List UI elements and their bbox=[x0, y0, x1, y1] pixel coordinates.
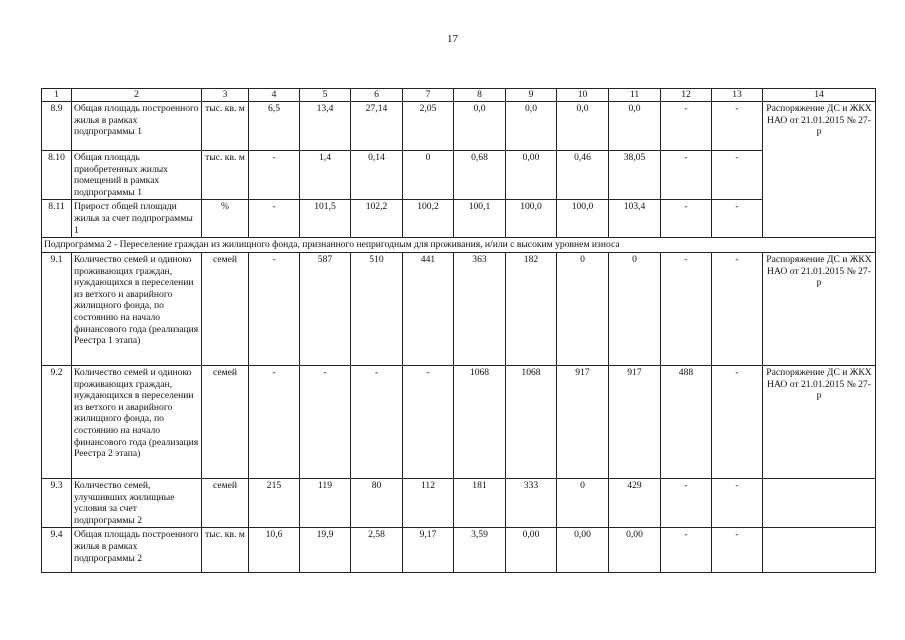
value-cell: - bbox=[712, 478, 763, 527]
value-cell: 0 bbox=[557, 252, 609, 365]
page-number: 17 bbox=[447, 33, 458, 45]
value-cell: 0,46 bbox=[557, 151, 609, 200]
column-header: 4 bbox=[249, 89, 300, 102]
value-cell: 100,0 bbox=[557, 200, 609, 238]
row-number: 8.10 bbox=[42, 151, 72, 200]
value-cell: - bbox=[712, 365, 763, 478]
value-cell: 2,58 bbox=[351, 528, 403, 573]
value-cell: 0,0 bbox=[609, 102, 661, 151]
source-note bbox=[763, 478, 876, 527]
table-row bbox=[42, 151, 876, 200]
row-number: 9.1 bbox=[42, 252, 72, 365]
column-header: 7 bbox=[403, 89, 454, 102]
indicator-name: Общая площадь построенного жилья в рамках подпрограммы 2 bbox=[72, 528, 202, 573]
unit-cell: семей bbox=[202, 365, 249, 478]
value-cell: - bbox=[249, 365, 300, 478]
column-header: 10 bbox=[557, 89, 609, 102]
table-row bbox=[42, 365, 876, 478]
table-row bbox=[42, 528, 876, 573]
table-row bbox=[42, 200, 876, 238]
source-note: Распоряжение ДС и ЖКХ НАО от 21.01.2015 № 27-р bbox=[763, 102, 876, 238]
value-cell: 101,5 bbox=[300, 200, 351, 238]
value-cell: 119 bbox=[300, 478, 351, 527]
value-cell: - bbox=[351, 365, 403, 478]
value-cell: 0,14 bbox=[351, 151, 403, 200]
column-header: 11 bbox=[609, 89, 661, 102]
header-row bbox=[42, 89, 876, 102]
source-note: Распоряжение ДС и ЖКХ НАО от 21.01.2015 № 27-р bbox=[763, 365, 876, 478]
value-cell: - bbox=[249, 200, 300, 238]
value-cell: 587 bbox=[300, 252, 351, 365]
column-header: 5 bbox=[300, 89, 351, 102]
value-cell: 0,0 bbox=[506, 102, 557, 151]
value-cell: 3,59 bbox=[454, 528, 506, 573]
unit-cell: % bbox=[202, 200, 249, 238]
value-cell: 0 bbox=[403, 151, 454, 200]
value-cell: 0,00 bbox=[506, 151, 557, 200]
value-cell: - bbox=[712, 200, 763, 238]
value-cell: 488 bbox=[661, 365, 712, 478]
indicator-name: Количество семей, улучшивших жилищные условия за счет подпрограммы 2 bbox=[72, 478, 202, 527]
value-cell: 100,0 bbox=[506, 200, 557, 238]
value-cell: 9,17 bbox=[403, 528, 454, 573]
row-number: 9.4 bbox=[42, 528, 72, 573]
value-cell: 19,9 bbox=[300, 528, 351, 573]
unit-cell: тыс. кв. м bbox=[202, 151, 249, 200]
column-header: 14 bbox=[763, 89, 876, 102]
indicator-name: Общая площадь приобретенных жилых помещений в рамках подпрограммы 1 bbox=[72, 151, 202, 200]
table-row bbox=[42, 478, 876, 527]
value-cell: 181 bbox=[454, 478, 506, 527]
source-note bbox=[763, 528, 876, 573]
value-cell: 0,00 bbox=[609, 528, 661, 573]
subprogram-title: Подпрограмма 2 - Переселение граждан из жилищного фонда, признанного непригодным для проживания, и/или с высоким уровнем износа bbox=[42, 238, 876, 253]
value-cell: - bbox=[661, 528, 712, 573]
unit-cell: семей bbox=[202, 252, 249, 365]
value-cell: 10,6 bbox=[249, 528, 300, 573]
value-cell: 2,05 bbox=[403, 102, 454, 151]
indicators-table bbox=[41, 88, 876, 573]
value-cell: 0,00 bbox=[557, 528, 609, 573]
value-cell: 38,05 bbox=[609, 151, 661, 200]
unit-cell: тыс. кв. м bbox=[202, 102, 249, 151]
indicator-name: Прирост общей площади жилья за счет подпрограммы 1 bbox=[72, 200, 202, 238]
row-number: 8.11 bbox=[42, 200, 72, 238]
value-cell: 112 bbox=[403, 478, 454, 527]
indicator-name: Общая площадь построенного жилья в рамках подпрограммы 1 bbox=[72, 102, 202, 151]
value-cell: - bbox=[661, 200, 712, 238]
value-cell: 215 bbox=[249, 478, 300, 527]
value-cell: - bbox=[661, 151, 712, 200]
value-cell: 100,1 bbox=[454, 200, 506, 238]
value-cell: - bbox=[712, 252, 763, 365]
value-cell: 0,68 bbox=[454, 151, 506, 200]
value-cell: - bbox=[661, 102, 712, 151]
value-cell: 0,0 bbox=[454, 102, 506, 151]
value-cell: 1,4 bbox=[300, 151, 351, 200]
value-cell: 0 bbox=[609, 252, 661, 365]
value-cell: - bbox=[712, 528, 763, 573]
value-cell: 441 bbox=[403, 252, 454, 365]
unit-cell: семей bbox=[202, 478, 249, 527]
value-cell: - bbox=[249, 151, 300, 200]
indicator-name: Количество семей и одиноко проживающих граждан, нуждающихся в переселении из ветхого и аварийного жилищного фонда, по состоянию на начало финансового года (реализация Реестра 1 этапа) bbox=[72, 252, 202, 365]
row-number: 9.3 bbox=[42, 478, 72, 527]
subprogram-row bbox=[42, 238, 876, 253]
value-cell: - bbox=[661, 252, 712, 365]
row-number: 9.2 bbox=[42, 365, 72, 478]
column-header: 13 bbox=[712, 89, 763, 102]
value-cell: 0 bbox=[557, 478, 609, 527]
value-cell: 917 bbox=[557, 365, 609, 478]
value-cell: 333 bbox=[506, 478, 557, 527]
column-header: 1 bbox=[42, 89, 72, 102]
value-cell: 917 bbox=[609, 365, 661, 478]
value-cell: 100,2 bbox=[403, 200, 454, 238]
value-cell: - bbox=[712, 102, 763, 151]
source-note: Распоряжение ДС и ЖКХ НАО от 21.01.2015 № 27-р bbox=[763, 252, 876, 365]
value-cell: - bbox=[300, 365, 351, 478]
table-row bbox=[42, 102, 876, 151]
value-cell: 103,4 bbox=[609, 200, 661, 238]
value-cell: - bbox=[249, 252, 300, 365]
value-cell: - bbox=[403, 365, 454, 478]
value-cell: 6,5 bbox=[249, 102, 300, 151]
value-cell: 0,00 bbox=[506, 528, 557, 573]
value-cell: 0,0 bbox=[557, 102, 609, 151]
value-cell: 510 bbox=[351, 252, 403, 365]
row-number: 8.9 bbox=[42, 102, 72, 151]
value-cell: 363 bbox=[454, 252, 506, 365]
column-header: 3 bbox=[202, 89, 249, 102]
value-cell: 80 bbox=[351, 478, 403, 527]
table-row bbox=[42, 252, 876, 365]
value-cell: 1068 bbox=[454, 365, 506, 478]
indicator-name: Количество семей и одиноко проживающих граждан, нуждающихся в переселении из ветхого и аварийного жилищного фонда, по состоянию на начало финансового года (реализация Реестра 2 этапа) bbox=[72, 365, 202, 478]
unit-cell: тыс. кв. м bbox=[202, 528, 249, 573]
value-cell: 1068 bbox=[506, 365, 557, 478]
column-header: 2 bbox=[72, 89, 202, 102]
value-cell: 13,4 bbox=[300, 102, 351, 151]
column-header: 6 bbox=[351, 89, 403, 102]
column-header: 12 bbox=[661, 89, 712, 102]
value-cell: 182 bbox=[506, 252, 557, 365]
value-cell: 27,14 bbox=[351, 102, 403, 151]
value-cell: 429 bbox=[609, 478, 661, 527]
column-header: 8 bbox=[454, 89, 506, 102]
value-cell: 102,2 bbox=[351, 200, 403, 238]
column-header: 9 bbox=[506, 89, 557, 102]
value-cell: - bbox=[712, 151, 763, 200]
value-cell: - bbox=[661, 478, 712, 527]
